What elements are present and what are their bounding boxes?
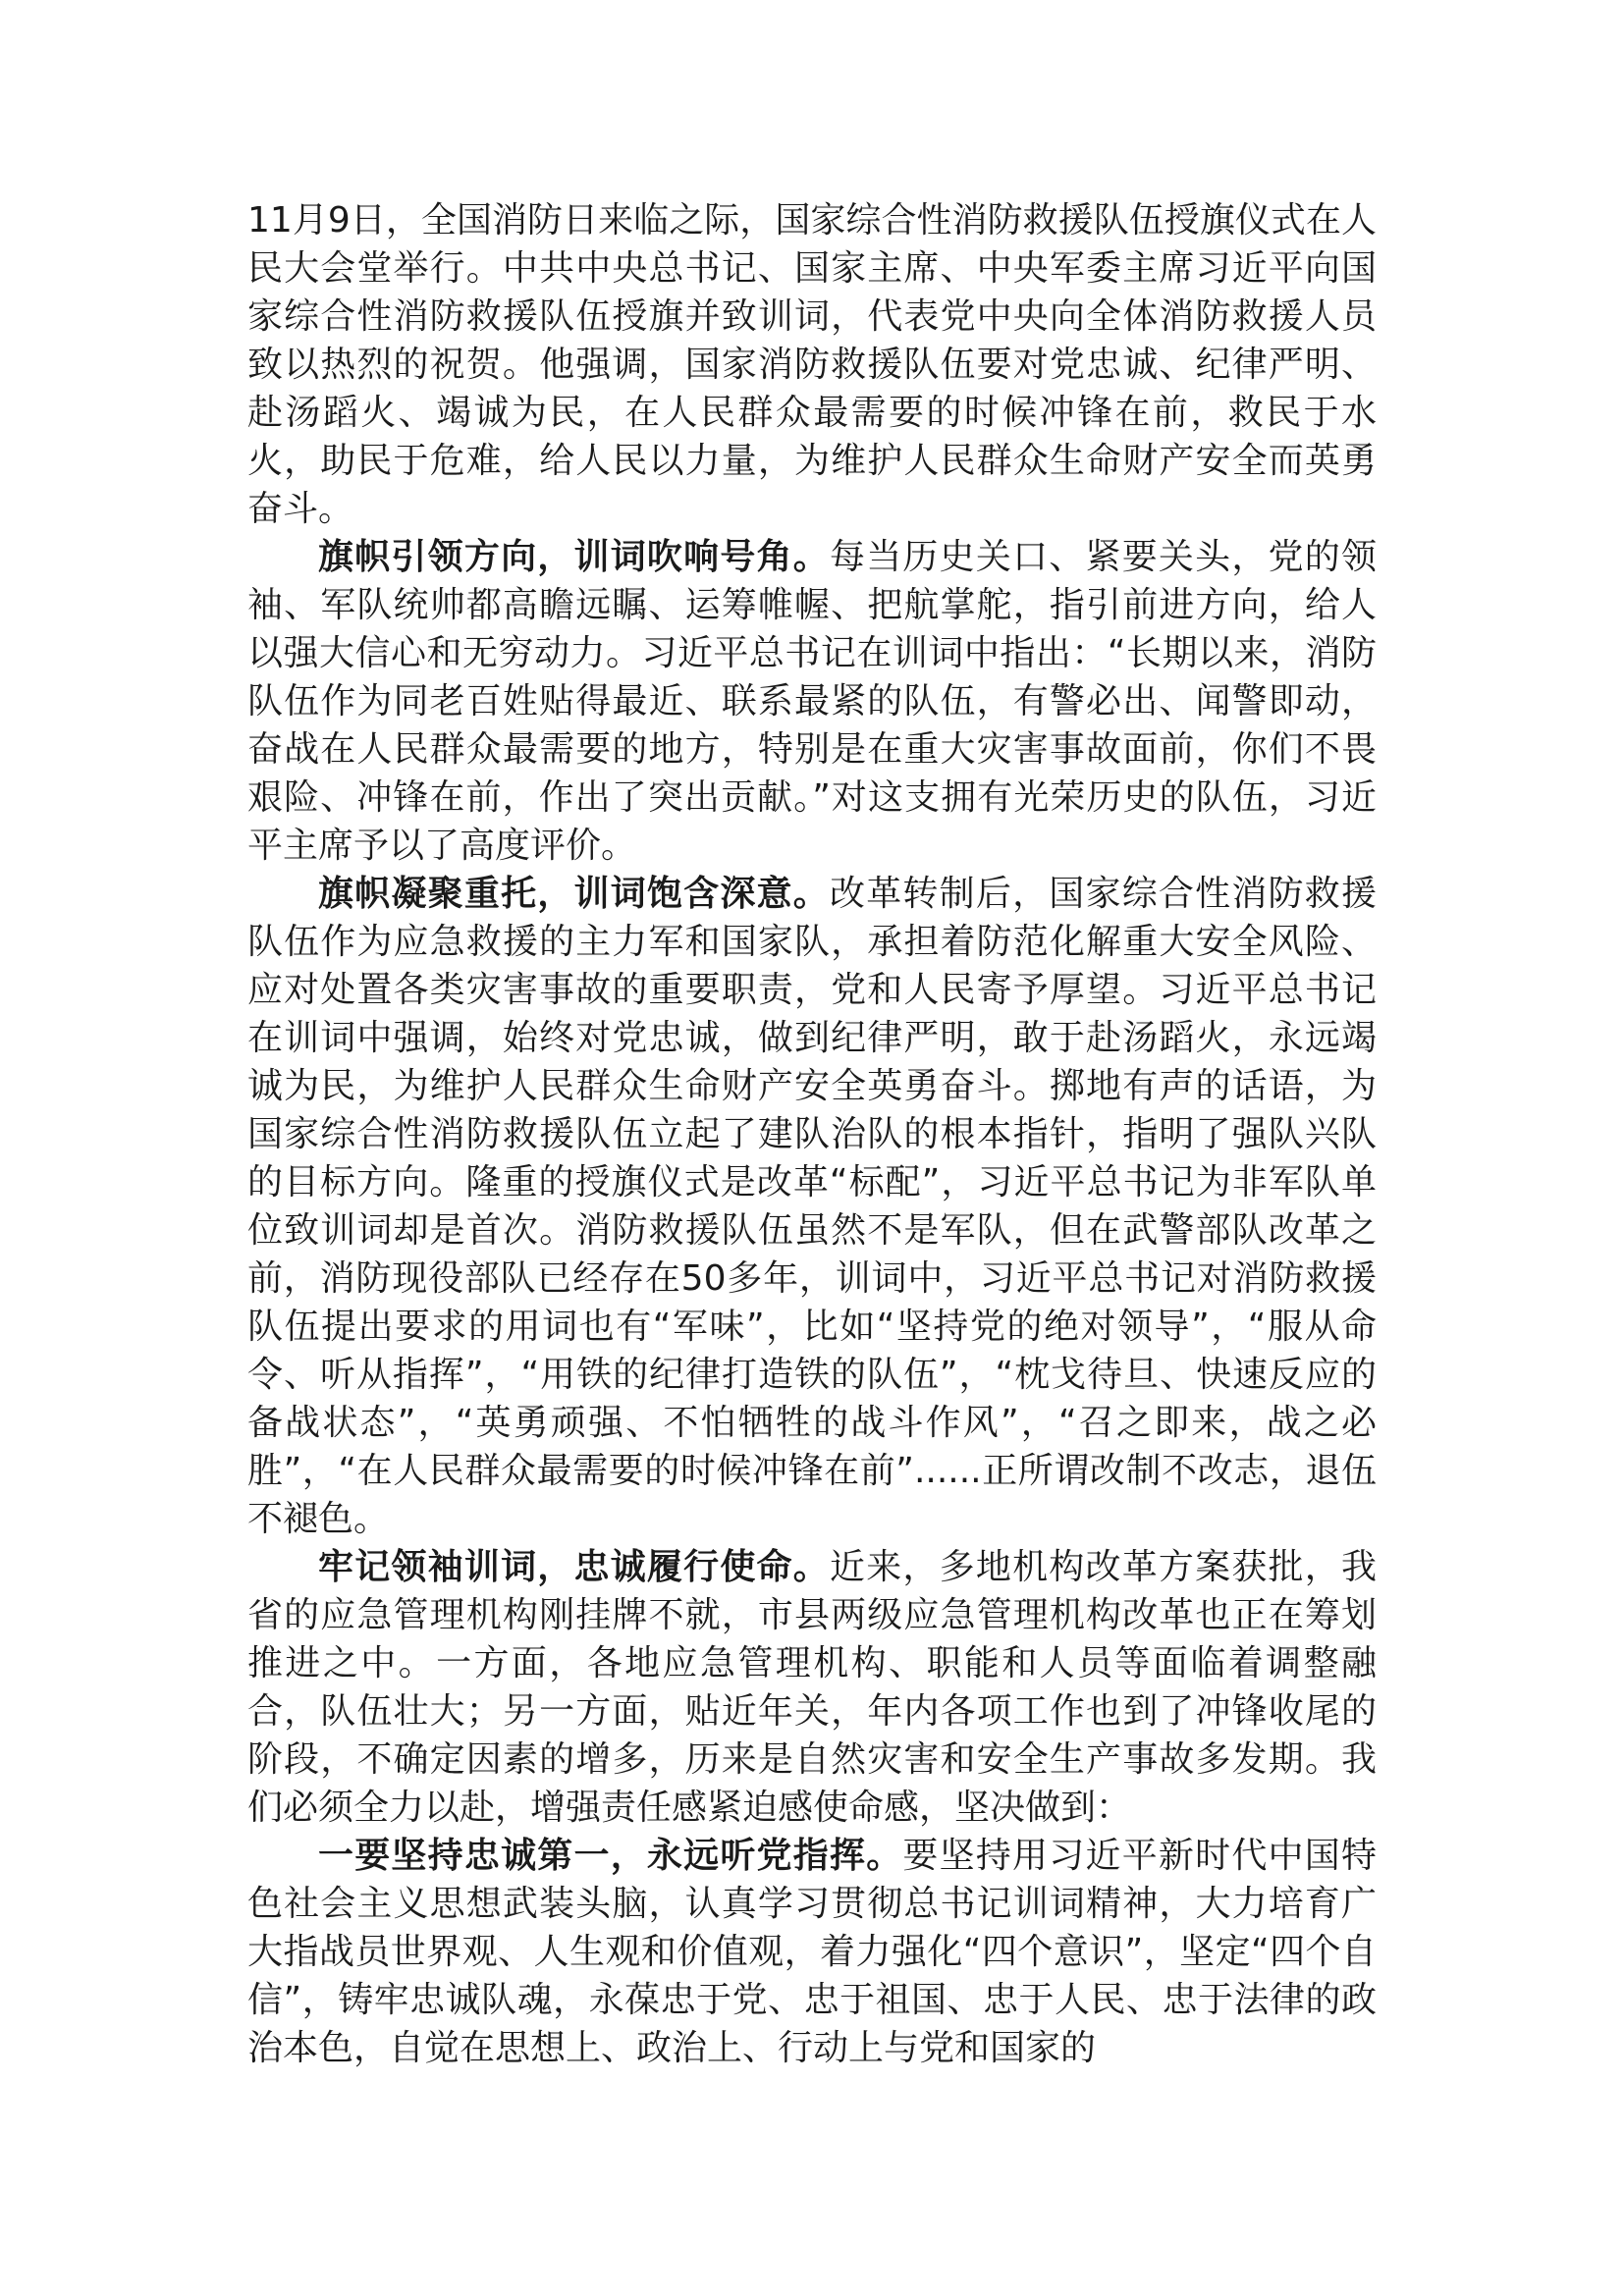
paragraph-lead: 旗帜引领方向，训词吹响号角。: [318, 537, 830, 577]
paragraph-text: 11月9日，全国消防日来临之际，国家综合性消防救援队伍授旗仪式在人民大会堂举行。中共中央总书记、国家主席、中央军委主席习近平向国家综合性消防救援队伍授旗并致训词，代表党中央向全体消防救援人员致以热烈的祝贺。他强调，国家消防救援队伍要对党忠诚、纪律严明、赴汤蹈火、竭诚为民，在人民群众最需要的时候冲锋在前，救民于水火，助民于危难，给人民以力量，为维护人民群众生命财产安全而英勇奋斗。: [247, 200, 1377, 529]
paragraph-flag-direction: [247, 533, 1377, 870]
paragraph-text: 改革转制后，国家综合性消防救援队伍作为应急救援的主力军和国家队，承担着防范化解重大安全风险、应对处置各类灾害事故的重要职责，党和人民寄予厚望。习近平总书记在训词中强调，始终对党忠诚，做到纪律严明，敢于赴汤蹈火，永远竭诚为民，为维护人民群众生命财产安全英勇奋斗。掷地有声的话语，为国家综合性消防救援队伍立起了建队治队的根本指针，指明了强队兴队的目标方向。隆重的授旗仪式是改革“标配”，习近平总书记为非军队单位致训词却是首次。消防救援队伍虽然不是军队，但在武警部队改革之前，消防现役部队已经存在50多年，训词中，习近平总书记对消防救援队伍提出要求的用词也有“军味”，比如“坚持党的绝对领导”，“服从命令、听从指挥”，“用铁的纪律打造铁的队伍”，“枕戈待旦、快速反应的备战状态”，“英勇顽强、不怕牺牲的战斗作风”，“召之即来，战之必胜”，“在人民群众最需要的时候冲锋在前”......正所谓改制不改志，退伍不褪色。: [247, 874, 1377, 1539]
paragraph-text: 每当历史关口、紧要关头，党的领袖、军队统帅都高瞻远瞩、运筹帷幄、把航掌舵，指引前进方向，给人以强大信心和无穷动力。习近平总书记在训词中指出：“长期以来，消防队伍作为同老百姓贴得最近、联系最紧的队伍，有警必出、闻警即动，奋战在人民群众最需要的地方，特别是在重大灾害事故面前，你们不畏艰险、冲锋在前，作出了突出贡献。”对这支拥有光荣历史的队伍，习近平主席予以了高度评价。: [247, 537, 1377, 866]
paragraph-intro: [247, 196, 1377, 533]
paragraph-text: 要坚持用习近平新时代中国特色社会主义思想武装头脑，认真学习贯彻总书记训词精神，大力培育广大指战员世界观、人生观和价值观，着力强化“四个意识”，坚定“四个自信”，铸牢忠诚队魂，永葆忠于党、忠于祖国、忠于人民、忠于法律的政治本色，自觉在思想上、政治上、行动上与党和国家的: [247, 1836, 1377, 2068]
paragraph-lead: 旗帜凝聚重托，训词饱含深意。: [318, 874, 830, 914]
paragraph-flag-trust: [247, 870, 1377, 1543]
paragraph-lead: 牢记领袖训词，忠诚履行使命。: [318, 1547, 830, 1587]
paragraph-lead: 一要坚持忠诚第一，永远听党指挥。: [318, 1836, 903, 1876]
article-body: [247, 196, 1377, 2072]
paragraph-mission: [247, 1543, 1377, 1832]
paragraph-loyalty: [247, 1832, 1377, 2072]
paragraph-text: 近来，多地机构改革方案获批，我省的应急管理机构刚挂牌不就，市县两级应急管理机构改革也正在筹划推进之中。一方面，各地应急管理机构、职能和人员等面临着调整融合，队伍壮大；另一方面，贴近年关，年内各项工作也到了冲锋收尾的阶段，不确定因素的增多，历来是自然灾害和安全生产事故多发期。我们必须全力以赴，增强责任感紧迫感使命感，坚决做到：: [247, 1547, 1377, 1828]
